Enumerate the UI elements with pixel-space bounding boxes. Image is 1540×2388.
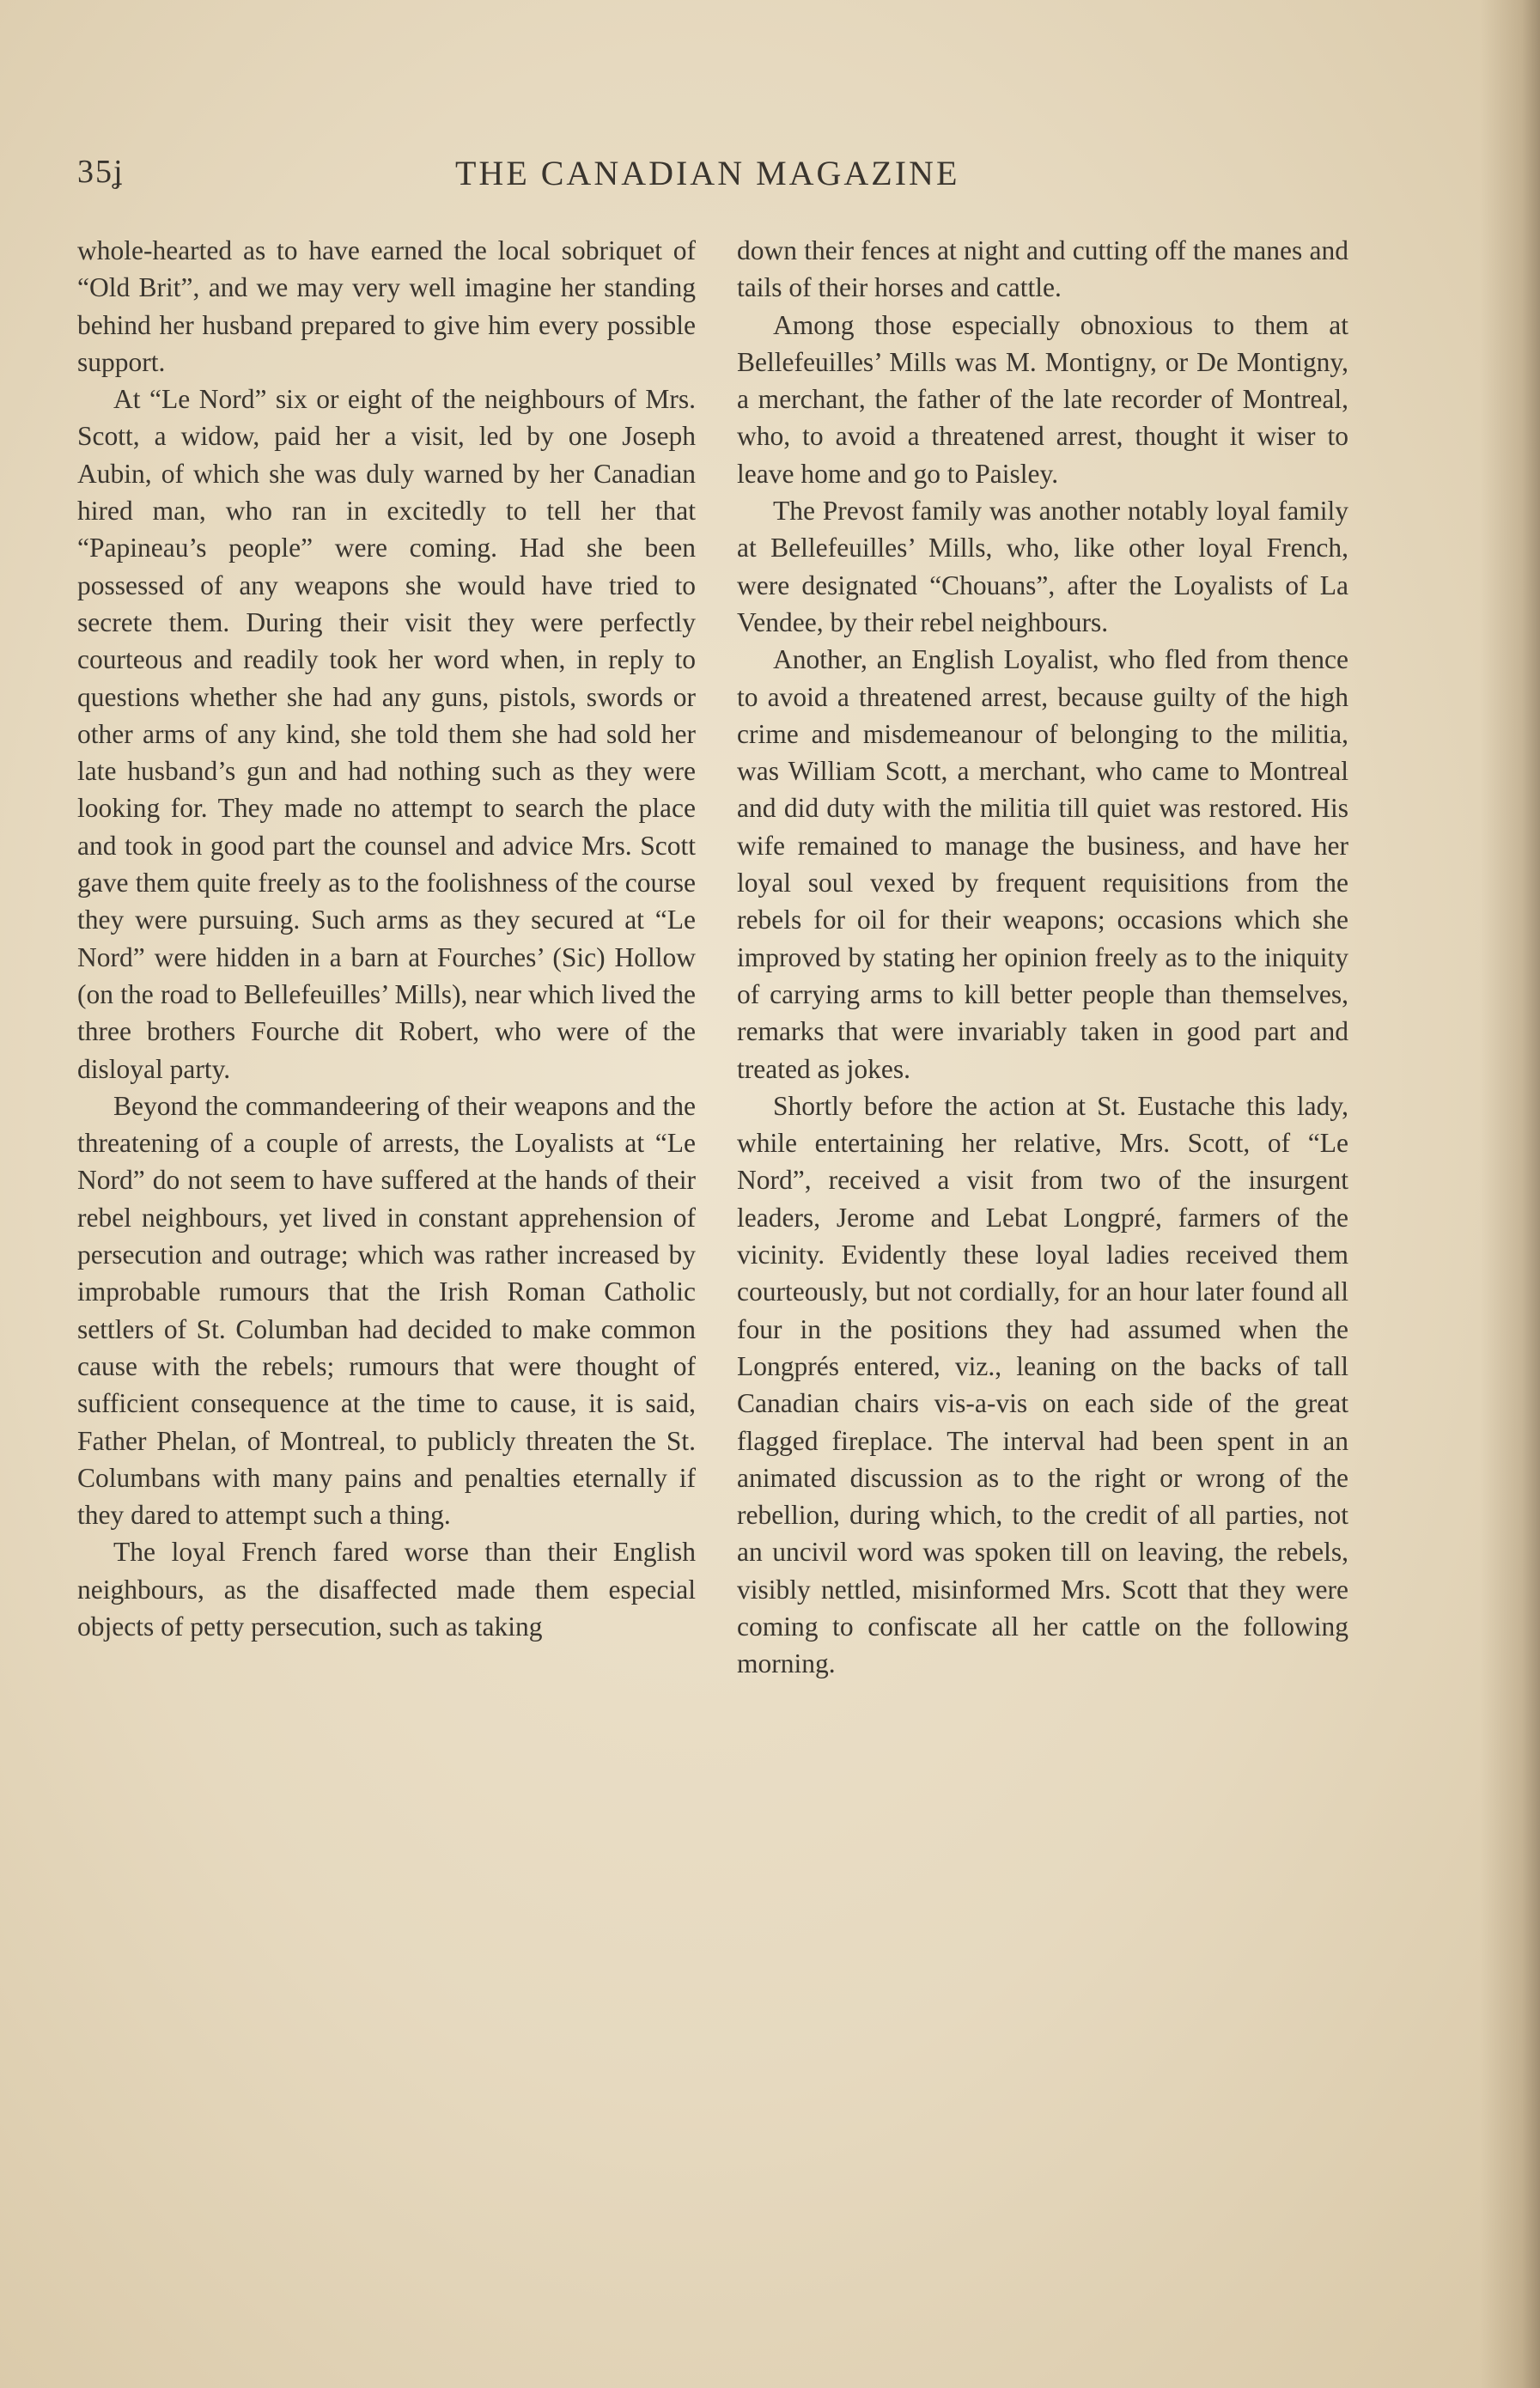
paragraph: The loyal French fared worse than their English neighbours, as the disaffected made them especial objects of petty persecution, such as taking — [77, 1537, 696, 1642]
page-header — [77, 153, 1348, 204]
running-title: THE CANADIAN MAGAZINE — [455, 154, 960, 192]
paragraph: Beyond the commandeering of their weapons and the threatening of a couple of arrests, the Loyalists at “Le Nord” do not seem to have suffered at the hands of their rebel neighbours, yet lived in constant apprehension of persecution and outrage; which was rather increased by improbable rumours that the Irish Roman Catholic settlers of St. Columban had decided to make common cause with the rebels; rumours that were thought of sufficient consequence at the time to cause, it is said, Father Phelan, of Montreal, to publicly threaten the St. Columbans with many pains and penalties eternally if they dared to attempt such a thing. — [77, 1090, 696, 1531]
page-edge-shadow — [1480, 0, 1540, 2388]
right-column — [737, 232, 1348, 1683]
left-column — [77, 232, 696, 1645]
paragraph: down their fences at night and cutting off the manes and tails of their horses and cattle. — [737, 235, 1348, 303]
paragraph: whole-hearted as to have earned the local sobriquet of “Old Brit”, and we may very well imagine her standing behind her husband prepared to give him every possible support. — [77, 235, 696, 377]
paragraph: At “Le Nord” six or eight of the neighbours of Mrs. Scott, a widow, paid her a visit, led by one Joseph Aubin, of which she was duly warned by her Canadian hired man, who ran in excitedly to tell her that “Papineau’s people” were coming. Had she been possessed of any weapons she would have tried to secrete them. During their visit they were perfectly courteous and readily took her word when, in reply to questions whether she had any guns, pistols, swords or other arms of any kind, she told them she had sold her late husband’s gun and had nothing such as they were looking for. They made no attempt to search the place and took in good part the counsel and advice Mrs. Scott gave them quite freely as to the foolishness of the course they were pursuing. Such arms as they secured at “Le Nord” were hidden in a barn at Fourches’ (Sic) Hollow (on the road to Bellefeuilles’ Mills), near which lived the three brothers Fourche dit Robert, who were of the disloyal party. — [77, 384, 696, 1084]
paragraph: The Prevost family was another notably loyal family at Bellefeuilles’ Mills, who, like other loyal French, were designated “Chouans”, after the Loyalists of La Vendee, by their rebel neighbours. — [737, 496, 1348, 637]
paragraph: Shortly before the action at St. Eustache this lady, while entertaining her relative, Mrs. Scott, of “Le Nord”, received a visit from two of the insurgent leaders, Jerome and Lebat Longpré, farmers of the vicinity. Evidently these loyal ladies received them courteously, but not cordially, for an hour later found all four in the positions they had assumed when the Longprés entered, viz., leaning on the backs of tall Canadian chairs vis-a-vis on each side of the great flagged fireplace. The interval had been spent in an animated discussion as to the right or wrong of the rebellion, during which, to the credit of all parties, not an uncivil word was spoken till on leaving, the rebels, visibly nettled, misinformed Mrs. Scott that they were coming to confiscate all her cattle on the following morning. — [737, 1090, 1348, 1679]
page-number: 35ʝ — [77, 154, 125, 190]
paragraph: Among those especially obnoxious to them at Bellefeuilles’ Mills was M. Montigny, or De Montigny, a merchant, the father of the late recorder of Montreal, who, to avoid a threatened arrest, thought it wiser to leave home and go to Paisley. — [737, 309, 1348, 489]
paragraph: Another, an English Loyalist, who fled from thence to avoid a threatened arrest, because guilty of the high crime and misdemeanour of belonging to the militia, was William Scott, a merchant, who came to Montreal and did duty with the militia till quiet was restored. His wife remained to manage the business, and have her loyal soul vexed by frequent requisitions from the rebels for oil for their weapons; occasions which she improved by stating her opinion freely as to the iniquity of carrying arms to kill better people than themselves, remarks that were invariably taken in good part and treated as jokes. — [737, 644, 1348, 1084]
